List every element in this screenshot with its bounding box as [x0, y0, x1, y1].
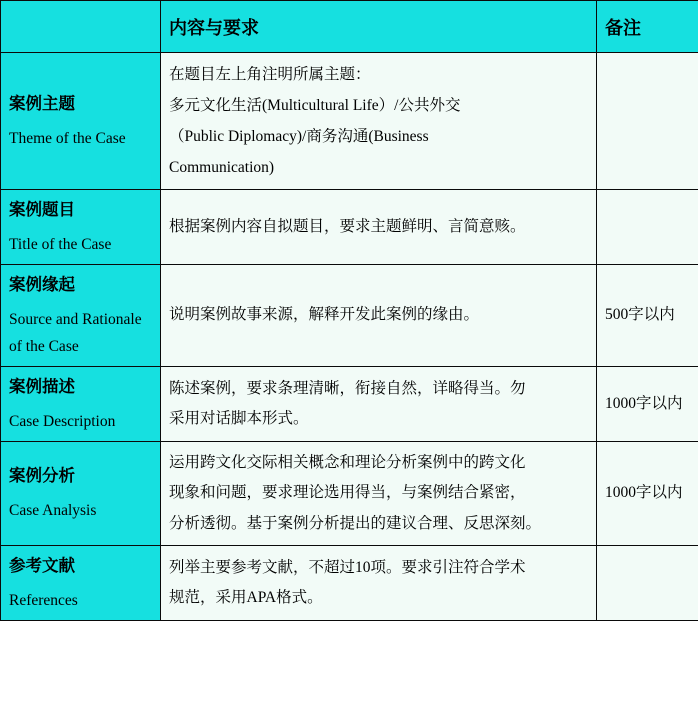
content-line: 规范，采用APA格式。 — [169, 588, 323, 606]
row-label-en: Case Description — [9, 413, 116, 430]
row-label-en: Source and Rationale of the Case — [9, 310, 142, 355]
row-content-source — [161, 265, 597, 367]
row-content-analysis — [161, 442, 597, 546]
row-label-cn: 案例缘起 — [9, 275, 75, 294]
row-note-theme — [597, 53, 698, 190]
row-label-en: References — [9, 591, 78, 609]
content-line: （Public Diplomacy)/商务沟通(Business — [169, 128, 429, 145]
content-line: 现象和问题，要求理论选用得当，与案例结合紧密， — [169, 484, 526, 502]
row-label-theme — [1, 53, 161, 190]
header-content-cell: 内容与要求 — [161, 1, 597, 53]
content-line: 多元文化生活(Multicultural Life）/公共外交 — [169, 97, 461, 114]
row-label-cn: 参考文献 — [9, 555, 75, 575]
row-label-analysis — [1, 442, 161, 546]
table-row — [1, 442, 698, 546]
row-note-analysis: 1000字以内 — [597, 442, 698, 546]
row-label-cn: 案例描述 — [9, 377, 75, 397]
row-label-title — [1, 190, 161, 265]
row-label-cn: 案例主题 — [9, 94, 75, 113]
content-line: Communication) — [169, 159, 275, 176]
row-label-en: Title of the Case — [9, 235, 112, 253]
row-label-en: Theme of the Case — [9, 129, 126, 147]
row-label-source — [1, 265, 161, 367]
row-label-en: Case Analysis — [9, 502, 97, 520]
row-note-description: 1000字以内 — [597, 367, 698, 442]
table-row — [1, 265, 698, 367]
content-line: 陈述案例，要求条理清晰，衔接自然，详略得当。勿 — [169, 379, 526, 397]
content-line: 说明案例故事来源，解释开发此案例的缘由。 — [169, 306, 480, 324]
table-row — [1, 367, 698, 442]
content-line: 分析透彻。基于案例分析提出的建议合理、反思深刻。 — [169, 514, 542, 532]
content-line: 在题目左上角注明所属主题： — [169, 66, 371, 83]
content-line: 根据案例内容自拟题目，要求主题鲜明、言简意赅。 — [169, 217, 526, 235]
table-row — [1, 545, 698, 620]
row-note-title — [597, 190, 698, 265]
row-label-cn: 案例题目 — [9, 200, 75, 219]
row-note-source: 500字以内 — [597, 265, 698, 367]
row-note-references — [597, 545, 698, 620]
row-content-references — [161, 545, 597, 620]
row-label-description — [1, 367, 161, 442]
table-header-row — [1, 1, 698, 53]
header-corner-cell — [1, 1, 161, 53]
row-content-theme — [161, 53, 597, 190]
table-row — [1, 190, 698, 265]
row-label-cn: 案例分析 — [9, 466, 75, 486]
content-line: 运用跨文化交际相关概念和理论分析案例中的跨文化 — [169, 454, 526, 472]
content-line: 列举主要参考文献，不超过10项。要求引注符合学术 — [169, 558, 526, 576]
content-line: 采用对话脚本形式。 — [169, 410, 309, 428]
table-row — [1, 53, 698, 190]
row-content-description — [161, 367, 597, 442]
header-note-cell: 备注 — [597, 1, 698, 53]
row-content-title — [161, 190, 597, 265]
row-label-references — [1, 545, 161, 620]
